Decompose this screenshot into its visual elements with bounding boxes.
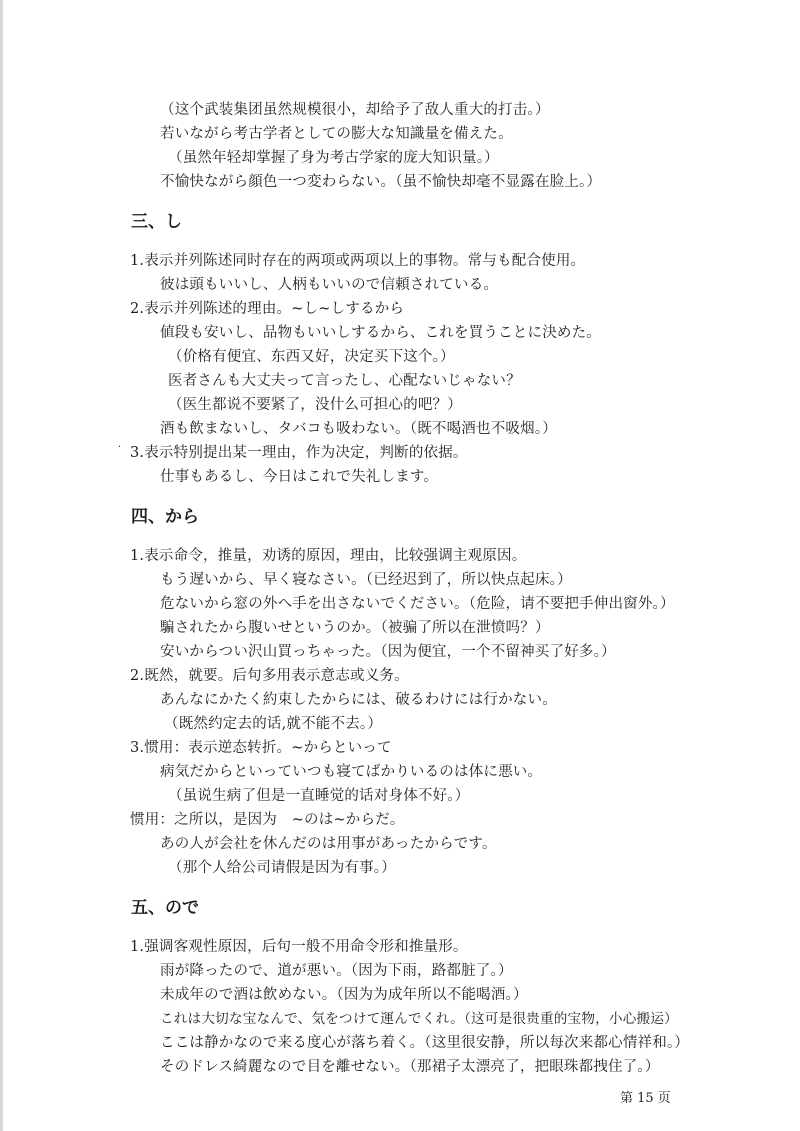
- page-number: 第 15 页: [620, 1091, 671, 1106]
- text-line: 3.惯用：表示逆态转折。~からといって: [130, 740, 392, 756]
- scan-edge: [0, 0, 3, 1131]
- text-line: 3.表示特别提出某一理由，作为决定，判断的依据。: [130, 445, 468, 461]
- text-line: （虽说生病了但是一直睡觉的话对身体不好。）: [168, 788, 470, 804]
- text-line: 2.表示并列陈述的理由。~し~しするから: [130, 301, 405, 317]
- text-line: （医生都说不要紧了，没什么可担心的吧？）: [168, 397, 462, 413]
- text-line: 雨が降ったので、道が悪い。（因为下雨，路都脏了。）: [160, 963, 513, 979]
- text-line: 危ないから窓の外へ手を出さないでください。（危险，请不要把手伸出窗外。）: [160, 596, 675, 612]
- text-line: もう遅いから、早く寝なさい。（已经迟到了，所以快点起床。）: [160, 572, 572, 588]
- text-line: 惯用：之所以，是因为 ~のは~からだ。: [130, 812, 405, 828]
- text-line: （既然约定去的话,就不能不去。）: [164, 716, 383, 732]
- text-line: これは大切な宝なんで、気をつけて運んでくれ。（这可是很贵重的宝物，小心搬运）: [160, 1011, 678, 1027]
- text-line: 酒も飲まないし、タバコも吸わない。（既不喝酒也不吸烟。）: [160, 421, 557, 437]
- text-line: 1.表示命令，推量，劝诱的原因，理由，比较强调主观原因。: [130, 548, 527, 564]
- text-line: 安いからつい沢山買っちゃった。（因为便宜，一个不留神买了好多。）: [160, 644, 616, 660]
- section-heading: 四、から: [131, 507, 199, 527]
- text-line: 1.表示并列陈述同时存在的两项或两项以上的事物。常与も配合使用。: [130, 253, 586, 269]
- text-line: 不愉快ながら顔色一つ変わらない。（虽不愉快却毫不显露在脸上。）: [160, 174, 602, 190]
- text-line: 彼は頭もいいし、人柄もいいので信頼されている。: [160, 277, 499, 293]
- text-line: あんなにかたく約束したからには、破るわけには行かない。: [160, 692, 557, 708]
- text-line: 未成年ので酒は飲めない。（因为为成年所以不能喝酒。）: [160, 987, 528, 1003]
- text-line: 仕事もあるし、今日はこれで失礼します。: [160, 469, 439, 485]
- text-line: 医者さんも大丈夫って言ったし、心配ないじゃない？: [168, 373, 521, 389]
- text-line: 値段も安いし、品物もいいしするから、これを買うことに決めた。: [160, 325, 601, 341]
- section-heading: 五、ので: [131, 898, 199, 918]
- text-line: 病気だからといっていつも寝てばかりいるのは体に悪い。: [160, 764, 543, 780]
- text-line: 騙されたから腹いせというのか。（被骗了所以在泄愤吗？）: [160, 620, 550, 636]
- text-line: ここは静かなので来る度心が落ち着く。（这里很安静，所以每次来都心情祥和。）: [160, 1035, 690, 1051]
- text-line: （价格有便宜、东西又好，决定买下这个。）: [168, 349, 455, 365]
- text-line: 2.既然，就要。后句多用表示意志或义务。: [130, 668, 409, 684]
- text-line: あの人が会社を休んだのは用事があったからです。: [160, 836, 497, 852]
- text-line: （虽然年轻却掌握了身为考古学家的庞大知识量。）: [168, 150, 499, 166]
- text-line: 若いながら考古学者としての膨大な知識量を備えた。: [160, 126, 513, 142]
- text-line: 1.强调客观性原因，后句一般不用命令形和推量形。: [130, 939, 468, 955]
- marginal-dot: ·: [118, 442, 122, 453]
- text-line: （这个武装集团虽然规模很小，却给予了敌人重大的打击。）: [160, 102, 550, 118]
- section-heading: 三、し: [131, 212, 182, 232]
- text-line: そのドレス綺麗なので目を離せない。（那裙子太漂亮了，把眼珠都拽住了。）: [160, 1059, 660, 1075]
- text-line: （那个人给公司请假是因为有事。）: [168, 860, 396, 876]
